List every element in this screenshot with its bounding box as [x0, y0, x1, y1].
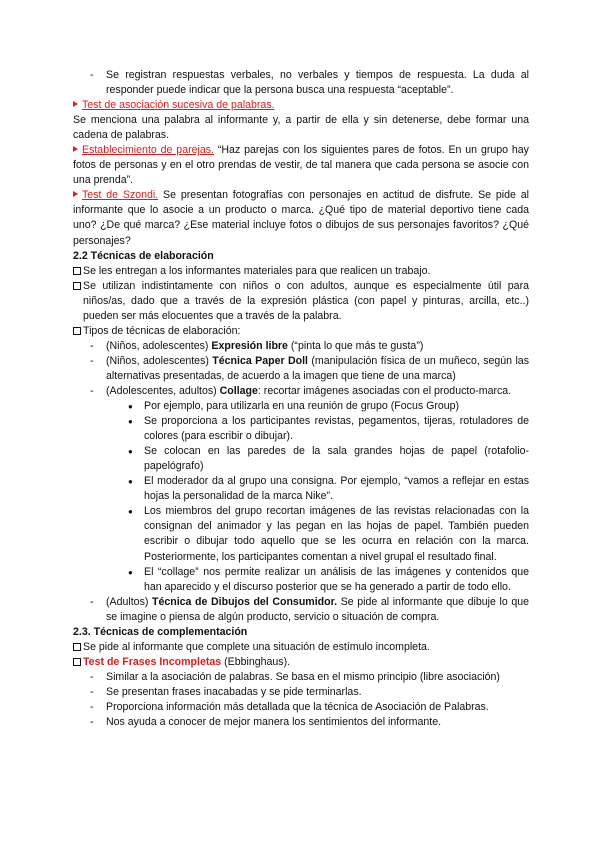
- section-heading-elaboracion: 2.2 Técnicas de elaboración: [73, 249, 214, 262]
- szondi-paragraph: [73, 188, 529, 248]
- section-heading-complementacion: 2.3. Técnicas de complementación: [73, 625, 248, 638]
- tecnica-item-expresion-libre: - (Niños, adolescentes) Expresión libre (“pinta lo que más te gusta”): [73, 339, 529, 354]
- checkbox-item-frases-incompletas: Test de Frases Incompletas (Ebbinghaus).: [73, 655, 529, 670]
- asociacion-title: [73, 98, 529, 113]
- collage-bullet: ● Se proporciona a los participantes revistas, pegamentos, tijeras, rotuladores de colores (para escribir o dibujar).: [73, 414, 529, 444]
- parejas-title: Establecimiento de parejas.: [82, 144, 214, 157]
- checkbox-item: Se pide al informante que complete una situación de estímulo incompleta.: [73, 640, 529, 655]
- szondi-title: Test de Szondi.: [82, 189, 159, 202]
- asociacion-text: Se menciona una palabra al informante y, a partir de ella y sin detenerse, debe formar una cadena de palabras.: [73, 114, 529, 142]
- red-triangle-icon: [73, 146, 78, 152]
- parejas-paragraph: [73, 143, 529, 188]
- asociacion-title-text: Test de asociación sucesiva de palabras.: [82, 99, 275, 112]
- szondi-text: Se presentan fotografías con personajes en actitud de disfrute. Se pide al informante que lo asocie a un producto o marca. ¿Qué tipo de material deportivo tiene cada uno? ¿De qué marca? ¿Ese material incluye fotos o dibujos de sus personajes favoritos? ¿Qué personajes?: [73, 189, 529, 247]
- collage-bullet: ● El “collage” nos permite realizar un análisis de las imágenes y contenidos que han aparecido y el discurso posterior que se ha generado a partir de todo ello.: [73, 565, 529, 595]
- intro-list-item: - Se registran respuestas verbales, no verbales y tiempos de respuesta. La duda al responder puede indicar que la persona busca una respuesta “aceptable”.: [73, 68, 529, 98]
- checkbox-item: Tipos de técnicas de elaboración:: [73, 324, 529, 339]
- tecnica-item-paper-doll: - (Niños, adolescentes) Técnica Paper Doll (manipulación física de un muñeco, según las alternativas presentadas, de acuerdo a la imagen que tiene de una marca): [73, 354, 529, 384]
- checkbox-item: Se les entregan a los informantes materiales para que realicen un trabajo.: [73, 264, 529, 279]
- tecnica-item-collage: - (Adolescentes, adultos) Collage: recortar imágenes asociadas con el producto-marca.: [73, 384, 529, 399]
- collage-bullet: ● Los miembros del grupo recortan imágenes de las revistas relacionadas con la consignan del animador y las pegan en las hojas de papel. También pueden escribir o dibujar todo aquello que se les ocurra en relación con la marca. Posteriormente, los participantes comentan a nivel grupal el resultado final.: [73, 504, 529, 564]
- parejas-text: “Haz parejas con los siguientes pares de fotos. En un grupo hay fotos de personas y en el otro prendas de vestir, de tal manera que cada persona se asocie con una prenda”.: [73, 144, 529, 187]
- collage-bullet: ● Se colocan en las paredes de la sala grandes hojas de papel (rotafolio-papelógrafo): [73, 444, 529, 474]
- collage-bullet: ● El moderador da al grupo una consigna. Por ejemplo, “vamos a reflejar en estas hojas la personalidad de la marca Nike”.: [73, 474, 529, 504]
- red-triangle-icon: [73, 101, 78, 107]
- document-page: [73, 68, 529, 730]
- tecnica-item-dibujos: - (Adultos) Técnica de Dibujos del Consumidor. Se pide al informante que dibuje lo que se imagine o piensa de algún producto, servicio o situación de compra.: [73, 595, 529, 625]
- complementacion-item: - Se presentan frases inacabadas y se pide terminarlas.: [73, 685, 529, 700]
- complementacion-item: - Nos ayuda a conocer de mejor manera los sentimientos del informante.: [73, 715, 529, 730]
- complementacion-item: - Similar a la asociación de palabras. Se basa en el mismo principio (libre asociación): [73, 670, 529, 685]
- checkbox-item: Se utilizan indistintamente con niños o con adultos, aunque es especialmente útil para niños/as, dado que a través de la expresión plástica (con papel y pinturas, arcilla, etc..) pueden ser más elocuentes que a través de la palabra.: [73, 279, 529, 324]
- complementacion-item: - Proporciona información más detallada que la técnica de Asociación de Palabras.: [73, 700, 529, 715]
- collage-bullet: ● Por ejemplo, para utilizarla en una reunión de grupo (Focus Group): [73, 399, 529, 414]
- red-triangle-icon: [73, 191, 78, 197]
